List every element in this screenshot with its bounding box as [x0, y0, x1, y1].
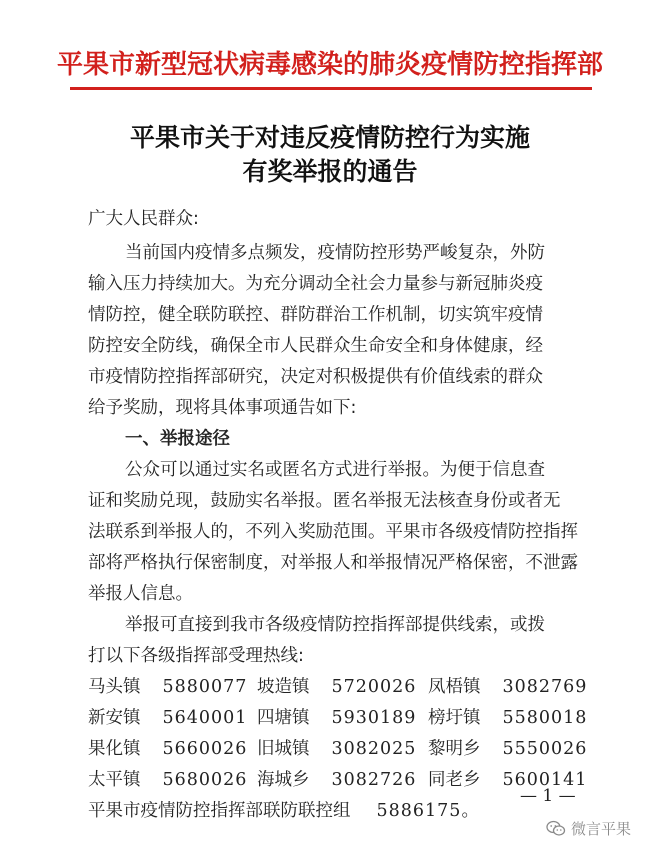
hotline-town: 太平镇 — [88, 770, 141, 790]
body-line: 证和奖励兑现，鼓励实名举报。匿名举报无法核查身份或者无 — [88, 491, 561, 511]
hotline-town: 旧城镇 — [257, 739, 310, 759]
hotline-number: 3082025 — [331, 739, 417, 759]
body-line: 举报人信息。 — [88, 584, 193, 604]
hotline-town: 榜圩镇 — [428, 708, 481, 728]
hotline-town: 马头镇 — [88, 677, 141, 697]
hotline-town: 新安镇 — [88, 708, 141, 728]
body-line: 打以下各级指挥部受理热线: — [88, 646, 304, 666]
body-line: 举报可直接到我市各级疫情防控指挥部提供线索，或拨 — [125, 615, 545, 635]
hotline-number: 5580018 — [502, 708, 588, 728]
joint-group-name: 平果市疫情防控指挥部联防联控组 — [88, 801, 351, 821]
hotline-entry — [428, 704, 587, 729]
body-line: 部将严格执行保密制度，对举报人和举报情况严格保密，不泄露 — [88, 553, 578, 573]
hotline-number: 5550026 — [502, 739, 588, 759]
hotline-number: 5640001 — [162, 708, 248, 728]
hotline-town: 海城乡 — [257, 770, 310, 790]
hotline-entry — [88, 673, 247, 698]
header-divider — [70, 87, 592, 90]
hotline-entry — [428, 673, 587, 698]
watermark — [546, 818, 631, 839]
hotline-entry — [88, 766, 247, 791]
hotline-town: 坡造镇 — [257, 677, 310, 697]
body-line: 法联系到举报人的，不列入奖励范围。平果市各级疫情防控指挥 — [88, 522, 578, 542]
joint-group-number: 5886175。 — [376, 801, 480, 821]
watermark-text: 微言平果 — [571, 820, 632, 838]
joint-group-hotline — [88, 797, 480, 822]
page-number: — 1 — — [520, 786, 576, 806]
body-line: 防控安全防线，确保全市人民群众生命安全和身体健康，经 — [88, 336, 543, 356]
org-header: 平果市新型冠状病毒感染的肺炎疫情防控指挥部 — [56, 50, 603, 80]
hotline-number: 5880077 — [162, 677, 248, 697]
doc-title-line1: 平果市关于对违反疫情防控行为实施 — [129, 123, 530, 152]
section-heading: 一、举报途径 — [125, 429, 230, 449]
hotline-number: 5720026 — [331, 677, 417, 697]
hotline-entry — [88, 704, 247, 729]
hotline-number: 5930189 — [331, 708, 417, 728]
hotline-number: 5680026 — [162, 770, 248, 790]
body-line: 给予奖励，现将具体事项通告如下: — [88, 398, 357, 418]
wechat-icon — [546, 820, 566, 837]
hotline-number: 5660026 — [162, 739, 248, 759]
hotline-number: 3082726 — [331, 770, 417, 790]
hotline-town: 四塘镇 — [257, 708, 310, 728]
body-line: 公众可以通过实名或匿名方式进行举报。为便于信息查 — [125, 460, 545, 480]
hotline-entry — [428, 735, 587, 760]
hotline-town: 黎明乡 — [428, 739, 481, 759]
hotline-entry — [257, 704, 416, 729]
hotline-entry — [257, 735, 416, 760]
hotline-town: 同老乡 — [428, 770, 481, 790]
hotline-town: 果化镇 — [88, 739, 141, 759]
body-line: 输入压力持续加大。为充分调动全社会力量参与新冠肺炎疫 — [88, 274, 543, 294]
hotline-entry — [88, 735, 247, 760]
hotline-number: 5600141 — [502, 770, 588, 790]
body-line: 市疫情防控指挥部研究，决定对积极提供有价值线索的群众 — [88, 367, 543, 387]
salutation: 广大人民群众: — [88, 209, 199, 229]
doc-title-line2: 有奖举报的通告 — [242, 157, 418, 186]
hotline-town: 凤梧镇 — [428, 677, 481, 697]
body-line: 当前国内疫情多点频发，疫情防控形势严峻复杂，外防 — [125, 243, 545, 263]
body-line: 情防控，健全联防联控、群防群治工作机制，切实筑牢疫情 — [88, 305, 543, 325]
hotline-entry — [257, 766, 416, 791]
hotline-entry — [257, 673, 416, 698]
hotline-number: 3082769 — [502, 677, 588, 697]
